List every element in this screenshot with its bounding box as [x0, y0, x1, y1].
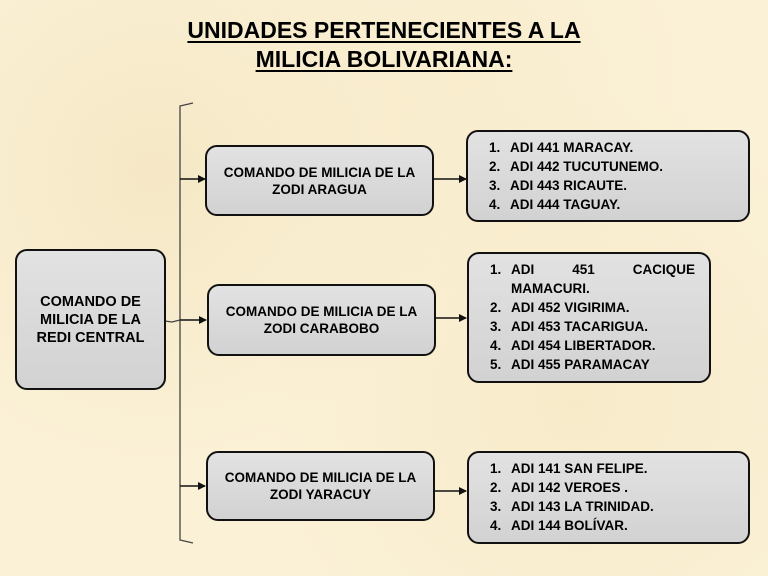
- page-title-line-1: UNIDADES PERTENECIENTES A LA: [187, 17, 581, 43]
- unit-list-item: 3. ADI 143 LA TRINIDAD.: [505, 497, 736, 516]
- unit-list-item: 3. ADI 453 TACARIGUA.: [505, 317, 695, 336]
- branch-node-zodi-carabobo: [207, 284, 436, 356]
- root-node-redi-central: [15, 249, 166, 390]
- unit-list-item: 2. ADI 142 VEROES .: [505, 478, 736, 497]
- unit-list-aragua: [466, 130, 750, 222]
- unit-list-item: 4. ADI 454 LIBERTADOR.: [505, 336, 695, 355]
- unit-list-yaracuy: [467, 451, 750, 544]
- unit-list-item: 2. ADI 452 VIGIRIMA.: [505, 298, 695, 317]
- branch-node-zodi-aragua: [205, 145, 434, 216]
- unit-list-carabobo: [467, 252, 711, 383]
- unit-list-item: 5. ADI 455 PARAMACAY: [505, 355, 695, 374]
- branch-node-label: COMANDO DE MILICIA DE LA ZODI YARACUY: [224, 470, 417, 502]
- branch-node-label: COMANDO DE MILICIA DE LA ZODI ARAGUA: [223, 164, 416, 197]
- branch-node-label: COMANDO DE MILICIA DE LA ZODI CARABOBO: [225, 304, 418, 336]
- branch-node-zodi-yaracuy: [206, 451, 435, 521]
- unit-list-item: 1. ADI 141 SAN FELIPE.: [505, 459, 736, 478]
- root-connector: [165, 320, 180, 322]
- unit-list-item: 1. ADI 451 CACIQUE MAMACURI.: [505, 260, 695, 298]
- unit-list-item: 3. ADI 443 RICAUTE.: [504, 176, 736, 195]
- unit-list-item: 2. ADI 442 TUCUTUNEMO.: [504, 157, 736, 176]
- main-bracket-line: [180, 103, 193, 543]
- root-node-label: COMANDO DE MILICIA DE LA REDI CENTRAL: [36, 293, 145, 346]
- unit-list-item: 1. ADI 441 MARACAY.: [504, 138, 736, 157]
- page-title-line-2: MILICIA BOLIVARIANA:: [255, 46, 513, 72]
- unit-list-item: 4. ADI 144 BOLÍVAR.: [505, 516, 736, 535]
- unit-list-item: 4. ADI 444 TAGUAY.: [504, 195, 736, 214]
